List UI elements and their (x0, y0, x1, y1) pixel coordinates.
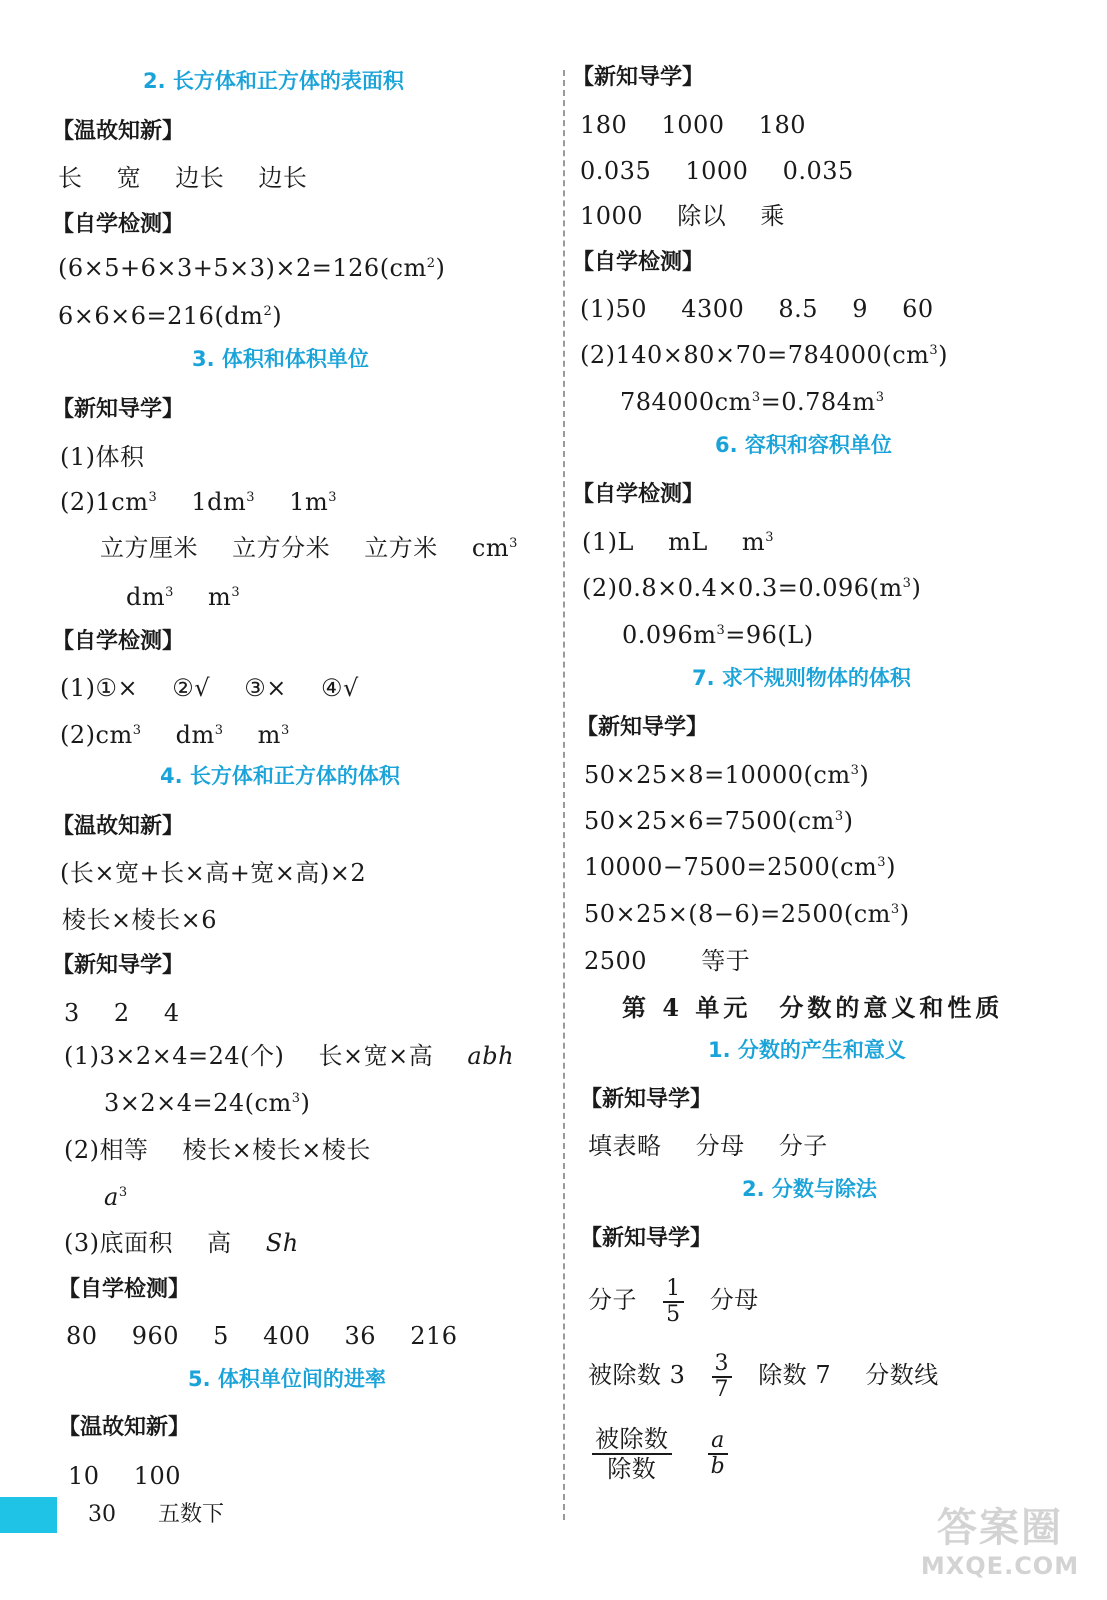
superscript: 3 (148, 490, 158, 505)
answer-text: ) (899, 900, 910, 928)
superscript: 3 (132, 723, 142, 738)
book-label: 五数下 (158, 1502, 225, 1527)
heading-review: 【温故知新】 (52, 814, 185, 839)
section-title-unit-rates: 5. 体积单位间的进率 (188, 1367, 386, 1391)
page-tab-marker (0, 1497, 57, 1533)
answer-item: m (257, 721, 281, 749)
answer-item: ④√ (320, 674, 359, 702)
answer-item: 乘 (760, 202, 785, 230)
answer-item: 36 (344, 1322, 377, 1350)
answer-line (620, 387, 884, 417)
answer-item: 9 (852, 295, 868, 323)
answer-item: 1000 (580, 202, 644, 230)
fraction (663, 1277, 684, 1327)
answer-text: ) (911, 574, 922, 602)
heading-self-check: 【自学检测】 (572, 250, 705, 275)
answer-item: 分子 (588, 1286, 637, 1314)
answer-item: 0.035 (580, 157, 652, 185)
answer-line (60, 673, 359, 703)
column-divider (563, 70, 565, 1520)
superscript: 3 (716, 623, 726, 638)
answer-item: 1dm (191, 488, 247, 516)
answer-line (588, 1422, 732, 1483)
answer-item: 3 (64, 999, 80, 1027)
answer-item: m (741, 528, 766, 556)
answer-item: 立方米 (364, 534, 438, 562)
fraction (708, 1429, 729, 1479)
answer-item: mL (668, 528, 708, 556)
answer-item: 216 (410, 1322, 458, 1350)
answer-line (64, 1135, 371, 1165)
section-title-fraction-meaning: 1. 分数的产生和意义 (708, 1038, 906, 1062)
answer-item: 被除数 3 (588, 1361, 686, 1389)
fraction-numerator: 被除数 (592, 1425, 672, 1455)
answer-item: cm (471, 534, 510, 562)
unit-title: 第 4 单元 分数的意义和性质 (622, 993, 1004, 1022)
superscript: 3 (929, 343, 939, 358)
answer-text: 784000cm (620, 388, 752, 416)
answer-item: ②√ (172, 674, 211, 702)
answer-item: 1m (289, 488, 329, 516)
answer-item: dm (126, 583, 166, 611)
answer-text: =96(L) (725, 621, 814, 649)
superscript: 3 (291, 1091, 301, 1106)
answer-text: ) (938, 341, 949, 369)
answer-item: 高 (207, 1229, 232, 1257)
answer-line (64, 1228, 299, 1258)
superscript: 3 (890, 902, 900, 917)
answer-line (584, 899, 910, 929)
answer-item: 长 (58, 164, 83, 192)
superscript: 3 (751, 390, 761, 405)
answer-item: 1000 (661, 111, 725, 139)
answer-line (580, 340, 948, 370)
answer-item: 4 (163, 999, 180, 1027)
answer-line: (1)体积 (60, 443, 145, 471)
answer-item: 长×宽×高 (318, 1042, 434, 1070)
answer-line (584, 806, 853, 836)
answer-line (622, 620, 814, 650)
answer-text: ) (843, 807, 854, 835)
answer-line (584, 852, 896, 882)
fraction-numerator: 3 (712, 1352, 733, 1378)
answer-item: 2500 (584, 947, 648, 975)
watermark-logo (905, 1505, 1095, 1595)
answer-item: 分母 (695, 1132, 745, 1160)
superscript: 3 (765, 530, 774, 545)
section-title-volume-units: 3. 体积和体积单位 (192, 347, 369, 371)
superscript: 3 (280, 723, 290, 738)
answer-line (580, 201, 785, 231)
answer-line (104, 1088, 310, 1118)
answer-item: 立方厘米 (100, 534, 198, 562)
fraction-word (592, 1425, 672, 1483)
answer-item: 填表略 (588, 1132, 662, 1160)
answer-line (580, 156, 854, 186)
answer-text: 3×2×4=24(cm (104, 1089, 292, 1117)
answer-item: 等于 (701, 947, 751, 975)
answer-line (58, 253, 445, 283)
answer-item: 0.035 (782, 157, 854, 185)
answer-item: (1)L (582, 528, 634, 556)
answer-item: 960 (131, 1322, 179, 1350)
answer-line: 棱长×棱长×6 (62, 906, 217, 934)
section-title-cuboid-volume: 4. 长方体和正方体的体积 (160, 764, 400, 788)
answer-item: ③× (244, 674, 287, 702)
answer-item: 分母 (709, 1286, 759, 1314)
section-title-irregular-volume: 7. 求不规则物体的体积 (692, 666, 911, 690)
answer-line (58, 301, 282, 331)
answer-line (60, 487, 337, 517)
answer-item: 80 (66, 1322, 98, 1350)
answer-line (580, 294, 934, 324)
answer-text: ) (300, 1089, 311, 1117)
answer-line (64, 998, 180, 1028)
answer-item: abh (467, 1042, 515, 1070)
answer-text: (2)140×80×70=784000(cm (580, 341, 930, 369)
answer-line (126, 582, 240, 612)
answer-line (104, 1182, 128, 1212)
answer-line (580, 110, 806, 140)
answer-text: 50×25×8=10000(cm (584, 761, 851, 789)
answer-line (68, 1461, 181, 1491)
answer-item: Sh (265, 1229, 299, 1257)
heading-review: 【温故知新】 (58, 1415, 191, 1440)
answer-line (64, 1041, 514, 1071)
fraction-denominator: 7 (714, 1376, 730, 1402)
answer-text: 50×25×6=7500(cm (584, 807, 835, 835)
answer-item: 4300 (681, 295, 745, 323)
answer-line: (长×宽+长×高+宽×高)×2 (60, 859, 367, 887)
answer-item: 边长 (175, 164, 225, 192)
superscript: 3 (850, 763, 860, 778)
superscript: 2 (426, 256, 436, 271)
answer-item: (3)底面积 (64, 1229, 173, 1257)
answer-line (584, 760, 869, 790)
superscript: 3 (246, 490, 256, 505)
answer-item: (2)1cm (60, 488, 149, 516)
superscript: 3 (328, 490, 338, 505)
answer-line (60, 720, 290, 750)
answer-item: (1)50 (580, 295, 648, 323)
answer-line (588, 1131, 828, 1161)
answer-item: 5 (213, 1322, 229, 1350)
answer-line (58, 163, 307, 193)
heading-self-check: 【自学检测】 (52, 629, 185, 654)
answer-item: (2)cm (60, 721, 133, 749)
heading-review: 【温故知新】 (52, 119, 185, 144)
superscript: 3 (834, 809, 844, 824)
answer-text: (6×5+6×3+5×3)×2=126(cm (58, 254, 427, 282)
answer-text: 0.096m (622, 621, 717, 649)
section-title-capacity: 6. 容积和容积单位 (715, 433, 892, 457)
section-title-surface-area: 2. 长方体和正方体的表面积 (143, 69, 404, 93)
page-number: 30 (88, 1502, 116, 1527)
superscript: 3 (877, 855, 887, 870)
answer-item: 180 (580, 111, 628, 139)
answer-item: 10 (68, 1462, 100, 1490)
answer-item: dm (175, 721, 215, 749)
answer-item: 宽 (116, 164, 142, 192)
fraction-denominator: 5 (666, 1301, 681, 1327)
answer-item: 1000 (685, 157, 749, 185)
answer-text: ) (435, 254, 446, 282)
heading-new-knowledge: 【新知导学】 (52, 397, 185, 422)
answer-item: 分数线 (865, 1361, 939, 1389)
answer-text: =0.784m (760, 388, 876, 416)
heading-new-knowledge: 【新知导学】 (576, 715, 709, 740)
answer-item: a (104, 1183, 119, 1211)
answer-line (582, 527, 774, 557)
answer-item: (2)相等 (64, 1136, 149, 1164)
heading-self-check: 【自学检测】 (572, 482, 705, 507)
answer-line (584, 946, 750, 976)
superscript: 3 (165, 585, 174, 600)
superscript: 3 (509, 536, 518, 551)
answer-line (588, 1348, 939, 1402)
fraction-denominator: 除数 (607, 1454, 657, 1483)
answer-line (588, 1273, 759, 1327)
answer-item: m (208, 583, 232, 611)
answer-line (582, 573, 921, 603)
answer-item: 180 (758, 111, 806, 139)
answer-text: 50×25×(8−6)=2500(cm (584, 900, 891, 928)
fraction (712, 1352, 733, 1402)
answer-text: ) (886, 853, 896, 881)
answer-item: 立方分米 (232, 534, 331, 562)
heading-new-knowledge: 【新知导学】 (52, 953, 185, 978)
answer-item: (1)①× (60, 674, 139, 702)
answer-item: 100 (133, 1462, 181, 1490)
superscript: 3 (902, 576, 912, 591)
fraction-numerator: a (708, 1429, 728, 1455)
answer-text: ) (272, 302, 283, 330)
answer-text: (2)0.8×0.4×0.3=0.096(m (582, 574, 903, 602)
superscript: 3 (118, 1185, 128, 1200)
fraction-numerator: 1 (663, 1277, 684, 1303)
answer-item: 2 (113, 999, 130, 1027)
answer-line (66, 1321, 458, 1351)
answer-text: ) (859, 761, 870, 789)
watermark-url: MXQE.COM (920, 1552, 1080, 1580)
section-title-fraction-division: 2. 分数与除法 (742, 1177, 877, 1201)
answer-text: 6×6×6=216(dm (58, 302, 264, 330)
answer-text: 10000−7500=2500(cm (584, 853, 878, 881)
answer-item: 60 (902, 295, 934, 323)
heading-new-knowledge: 【新知导学】 (580, 1226, 713, 1251)
superscript: 2 (263, 304, 273, 319)
answer-item: (1)3×2×4=24(个) (64, 1042, 285, 1070)
answer-item: 除以 (677, 202, 727, 230)
watermark-text: 答案圈 (937, 1505, 1063, 1551)
answer-item: 分子 (778, 1132, 828, 1160)
heading-self-check: 【自学检测】 (52, 212, 185, 237)
answer-item: 400 (263, 1322, 311, 1350)
superscript: 3 (214, 723, 224, 738)
superscript: 3 (231, 585, 241, 600)
answer-line (100, 533, 518, 563)
answer-item: 边长 (258, 164, 308, 192)
heading-self-check: 【自学检测】 (58, 1277, 191, 1302)
fraction-denominator: b (710, 1453, 726, 1479)
superscript: 3 (875, 390, 885, 405)
heading-new-knowledge: 【新知导学】 (572, 65, 705, 90)
answer-item: 8.5 (778, 295, 819, 323)
answer-item: 除数 7 (758, 1361, 832, 1389)
heading-new-knowledge: 【新知导学】 (580, 1087, 713, 1112)
answer-item: 棱长×棱长×棱长 (182, 1136, 371, 1164)
